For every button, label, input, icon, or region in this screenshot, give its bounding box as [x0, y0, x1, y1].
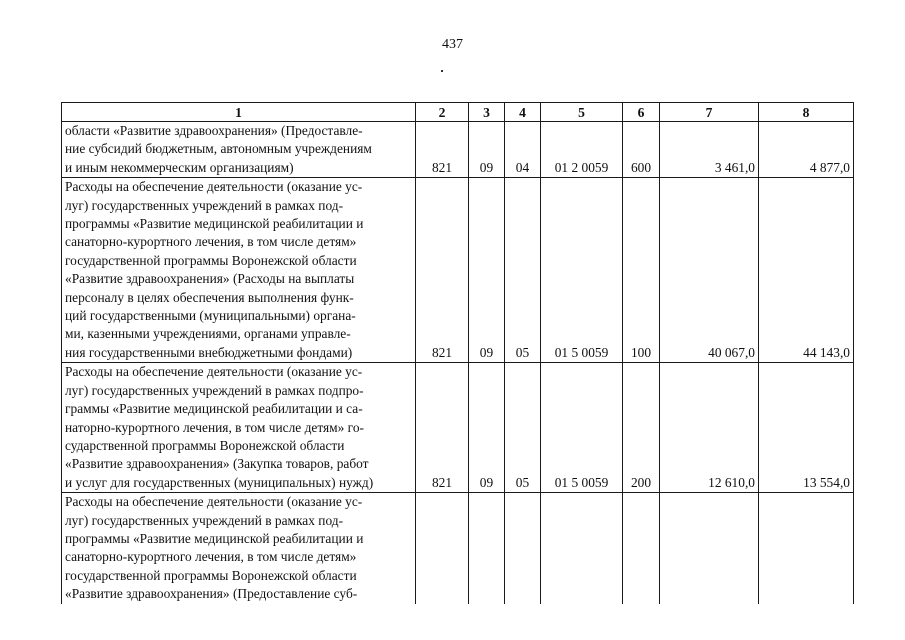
- table-row: [62, 363, 854, 493]
- cell-section: 09: [469, 178, 505, 363]
- cell-section: 09: [469, 363, 505, 493]
- header-col-1: 1: [62, 103, 416, 122]
- description-line: «Развитие здравоохранения» (Закупка товаров, работ: [65, 456, 369, 472]
- cell-ministry-code: [416, 493, 469, 604]
- cell-amount-2: 13 554,0: [759, 363, 854, 493]
- budget-table: [61, 102, 854, 604]
- cell-expense-type: 600: [623, 122, 660, 178]
- table-row: [62, 178, 854, 363]
- row-description: [62, 178, 416, 363]
- cell-section: 09: [469, 122, 505, 178]
- cell-section: [469, 493, 505, 604]
- row-description: [62, 363, 416, 493]
- header-col-4: 4: [505, 103, 541, 122]
- page-number: 437: [442, 37, 463, 52]
- cell-expense-type: 200: [623, 363, 660, 493]
- cell-expense-type: 100: [623, 178, 660, 363]
- description-line: Расходы на обеспечение деятельности (оказание ус-: [65, 494, 363, 510]
- row-description: [62, 122, 416, 178]
- cell-amount-1: 40 067,0: [660, 178, 759, 363]
- table-row: [62, 122, 854, 178]
- description-line: луг) государственных учреждений в рамках под-: [65, 512, 344, 528]
- description-line: санаторно-курортного лечения, в том числе детям»: [65, 234, 357, 250]
- description-line: Расходы на обеспечение деятельности (оказание ус-: [65, 364, 363, 380]
- cell-target-article: 01 2 0059: [541, 122, 623, 178]
- cell-ministry-code: 821: [416, 178, 469, 363]
- description-line: ния государственными внебюджетными фондами): [65, 344, 353, 360]
- header-col-8: 8: [759, 103, 854, 122]
- cell-amount-2: 4 877,0: [759, 122, 854, 178]
- row-description: [62, 493, 416, 604]
- description-line: луг) государственных учреждений в рамках подпро-: [65, 382, 364, 398]
- description-line: «Развитие здравоохранения» (Расходы на выплаты: [65, 271, 355, 287]
- description-line: государственной программы Воронежской области: [65, 252, 357, 268]
- description-line: «Развитие здравоохранения» (Предоставление суб-: [65, 586, 358, 602]
- cell-amount-1: 12 610,0: [660, 363, 759, 493]
- description-line: программы «Развитие медицинской реабилитации и: [65, 216, 364, 232]
- cell-amount-2: [759, 493, 854, 604]
- cell-amount-1: 3 461,0: [660, 122, 759, 178]
- cell-amount-2: 44 143,0: [759, 178, 854, 363]
- description-line: луг) государственных учреждений в рамках под-: [65, 197, 344, 213]
- cell-amount-1: [660, 493, 759, 604]
- description-line: санаторно-курортного лечения, в том числе детям»: [65, 549, 357, 565]
- description-line: области «Развитие здравоохранения» (Предоставле-: [65, 123, 363, 138]
- header-col-7: 7: [660, 103, 759, 122]
- description-line: и услуг для государственных (муниципальных) нужд): [65, 474, 374, 490]
- cell-subsection: 05: [505, 178, 541, 363]
- description-line: государственной программы Воронежской области: [65, 567, 357, 583]
- description-line: Расходы на обеспечение деятельности (оказание ус-: [65, 179, 363, 195]
- cell-ministry-code: 821: [416, 363, 469, 493]
- cell-expense-type: [623, 493, 660, 604]
- cell-ministry-code: 821: [416, 122, 469, 178]
- description-line: ние субсидий бюджетным, автономным учреждениям: [65, 141, 372, 157]
- scan-dot: [441, 70, 443, 72]
- cell-subsection: 05: [505, 363, 541, 493]
- header-col-2: 2: [416, 103, 469, 122]
- description-line: граммы «Развитие медицинской реабилитации и са-: [65, 401, 363, 417]
- description-line: ций государственными (муниципальными) органа-: [65, 308, 356, 324]
- header-col-5: 5: [541, 103, 623, 122]
- description-line: сударственной программы Воронежской области: [65, 437, 345, 453]
- cell-subsection: [505, 493, 541, 604]
- description-line: программы «Развитие медицинской реабилитации и: [65, 530, 364, 546]
- cell-target-article: 01 5 0059: [541, 178, 623, 363]
- description-line: ми, казенными учреждениями, органами управле-: [65, 326, 351, 342]
- header-col-3: 3: [469, 103, 505, 122]
- description-line: персоналу в целях обеспечения выполнения функ-: [65, 289, 354, 305]
- table-header-row: [62, 103, 854, 122]
- cell-subsection: 04: [505, 122, 541, 178]
- description-line: наторно-курортного лечения, в том числе детям» го-: [65, 419, 364, 435]
- description-line: и иным некоммерческим организациям): [65, 159, 294, 175]
- cell-target-article: 01 5 0059: [541, 363, 623, 493]
- header-col-6: 6: [623, 103, 660, 122]
- table-row: [62, 493, 854, 604]
- cell-target-article: [541, 493, 623, 604]
